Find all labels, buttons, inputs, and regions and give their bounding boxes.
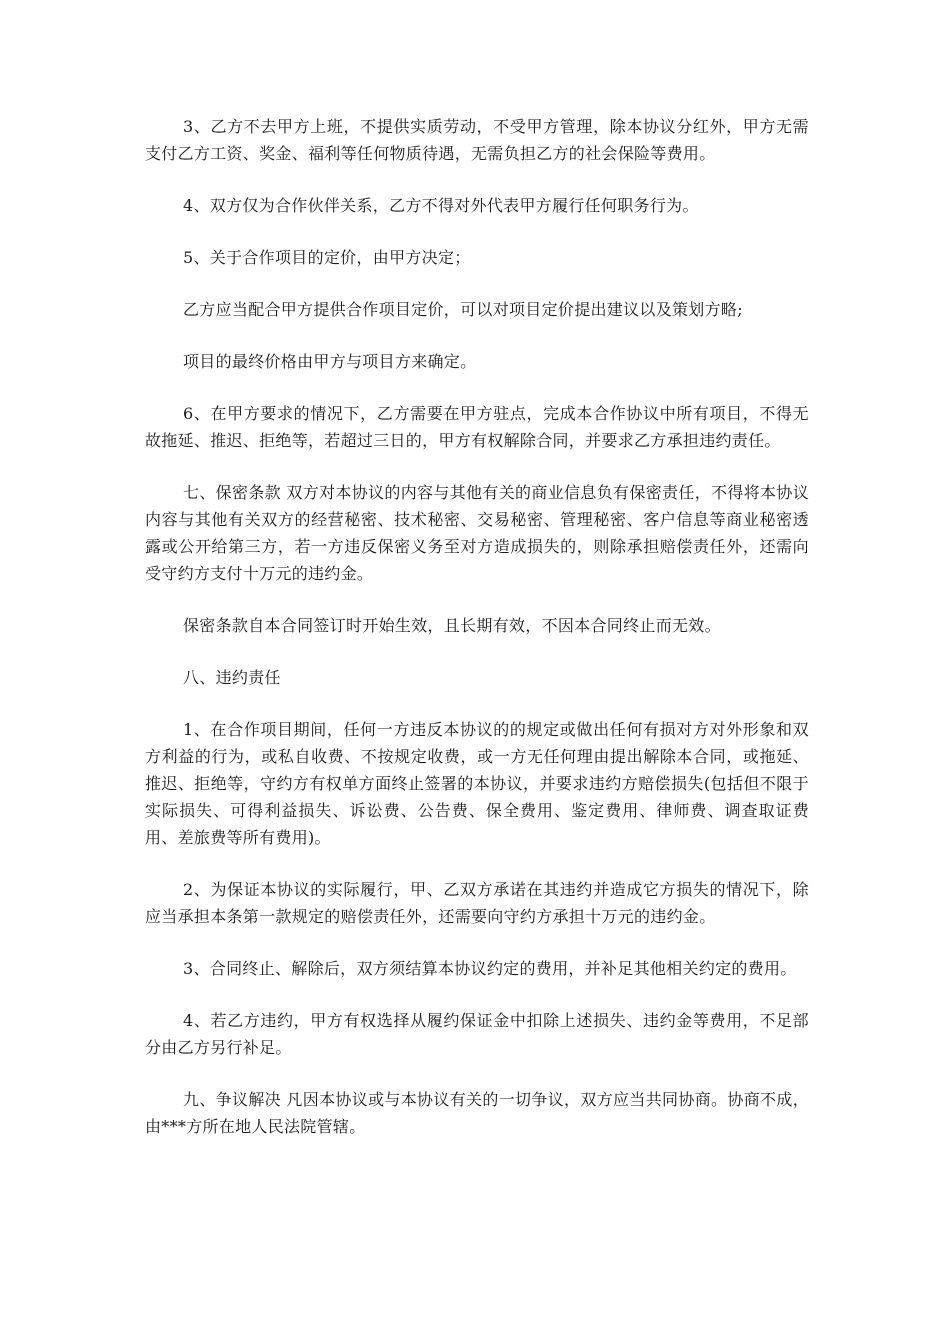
- section-8-clause-3: 3、合同终止、解除后，双方须结算本协议约定的费用，并补足其他相关约定的费用。: [183, 959, 797, 978]
- section-8-heading: 八、违约责任: [183, 668, 281, 687]
- section-8-clause-1: 1、在合作项目期间，任何一方违反本协议的的规定或做出任何有损对方对外形象和双方利益的行为，或私自收费、不按规定收费，或一方无任何理由提出解除本合同，或拖延、推迟、拒绝等，守约方有权单方面终止签署的本协议，并要求违约方赔偿损失(包括但不限于实际损失、可得利益损失、诉讼费、公告费、保全费用、鉴定费用、律师费、调查取证费用、差旅费等所有费用)。: [145, 720, 809, 847]
- clause-5-pricing: 5、关于合作项目的定价，由甲方决定；: [183, 248, 471, 267]
- clause-5-pricing-cooperation: 乙方应当配合甲方提供合作项目定价，可以对项目定价提出建议以及策划方略;: [183, 300, 743, 319]
- clause-4-partnership: 4、双方仅为合作伙伴关系，乙方不得对外代表甲方履行任何职务行为。: [183, 196, 699, 215]
- clause-6-onsite: 6、在甲方要求的情况下，乙方需要在甲方驻点，完成本合作协议中所有项目，不得无故拖延、推迟、拒绝等，若超过三日的，甲方有权解除合同，并要求乙方承担违约责任。: [145, 404, 809, 450]
- section-8-clause-2: 2、为保证本协议的实际履行，甲、乙双方承诺在其违约并造成它方损失的情况下，除应当承担本条第一款规定的赔偿责任外，还需要向守约方承担十万元的违约金。: [145, 880, 809, 926]
- section-8-clause-4: 4、若乙方违约，甲方有权选择从履约保证金中扣除上述损失、违约金等费用，不足部分由乙方另行补足。: [145, 1011, 809, 1057]
- section-7-confidentiality-validity: 保密条款自本合同签订时开始生效，且长期有效，不因本合同终止而无效。: [183, 616, 721, 635]
- section-9-dispute-resolution: 九、争议解决 凡因本协议或与本协议有关的一切争议，双方应当共同协商。协商不成，由***方所在地人民法院管辖。: [145, 1090, 809, 1136]
- clause-5-final-price: 项目的最终价格由甲方与项目方来确定。: [183, 352, 477, 371]
- section-7-confidentiality: 七、保密条款 双方对本协议的内容与其他有关的商业信息负有保密责任，不得将本协议内容与其他有关双方的经营秘密、技术秘密、交易秘密、管理秘密、客户信息等商业秘密透露或公开给第三方，若一方违反保密义务至对方造成损失的，则除承担赔偿责任外，还需向受守约方支付十万元的违约金。: [145, 483, 809, 583]
- clause-3-no-employment: 3、乙方不去甲方上班，不提供实质劳动，不受甲方管理，除本协议分红外，甲方无需支付乙方工资、奖金、福利等任何物质待遇，无需负担乙方的社会保险等费用。: [145, 117, 809, 163]
- document-body: [145, 113, 809, 1165]
